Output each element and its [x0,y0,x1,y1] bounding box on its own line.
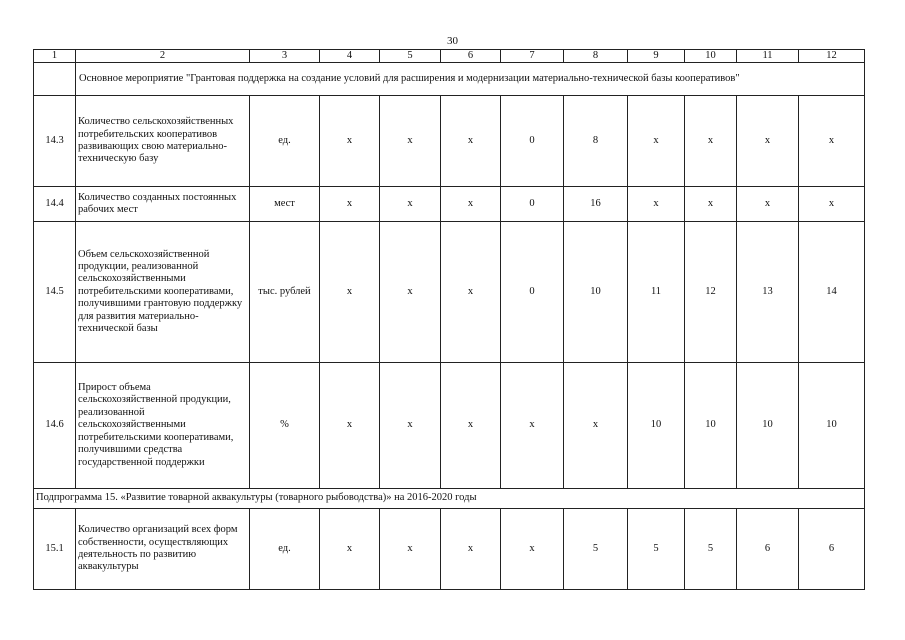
value-cell: x [441,509,501,590]
value-cell: x [380,222,441,363]
value-cell: x [320,222,380,363]
table-row [34,509,865,590]
value-cell: x [441,187,501,222]
unit-cell: % [250,363,320,489]
value-cell: x [799,187,865,222]
indicators-table [33,49,865,590]
value-cell: 10 [564,222,628,363]
value-cell: x [380,187,441,222]
value-cell: x [799,96,865,187]
unit-cell: мест [250,187,320,222]
value-cell: x [441,363,501,489]
value-cell: 12 [685,222,737,363]
value-cell: x [380,363,441,489]
value-cell: 11 [628,222,685,363]
column-number: 12 [799,50,865,63]
column-number: 10 [685,50,737,63]
value-cell: 5 [685,509,737,590]
row-number: 14.6 [34,363,76,489]
table-row [34,187,865,222]
unit-cell: тыс. рублей [250,222,320,363]
value-cell: 13 [737,222,799,363]
value-cell: x [628,96,685,187]
value-cell: 5 [564,509,628,590]
value-cell: x [380,96,441,187]
column-number: 2 [76,50,250,63]
value-cell: x [564,363,628,489]
value-cell: 6 [737,509,799,590]
value-cell: 0 [501,187,564,222]
indicator-name: Прирост объема сельскохозяйственной продукции, реализованной сельскохозяйственными потребительскими кооперативами, получившими средства государственной поддержки [76,363,250,489]
column-number: 5 [380,50,441,63]
column-number: 3 [250,50,320,63]
column-number: 4 [320,50,380,63]
value-cell: 0 [501,96,564,187]
table-row [34,363,865,489]
value-cell: x [441,96,501,187]
value-cell: x [320,363,380,489]
column-number: 8 [564,50,628,63]
row-number: 14.5 [34,222,76,363]
value-cell: x [441,222,501,363]
value-cell: 5 [628,509,685,590]
value-cell: x [501,509,564,590]
indicator-name: Количество созданных постоянных рабочих мест [76,187,250,222]
value-cell: 0 [501,222,564,363]
value-cell: x [501,363,564,489]
value-cell: 10 [685,363,737,489]
subprogram-title: Подпрограмма 15. «Развитие товарной аквакультуры (товарного рыбоводства)» на 2016-2020 годы [34,489,865,509]
column-number: 6 [441,50,501,63]
value-cell: x [737,187,799,222]
indicator-name: Количество сельскохозяйственных потребительских кооперативов развивающих свою материально-техническую базу [76,96,250,187]
value-cell: 10 [799,363,865,489]
main-activity-title: Основное мероприятие "Грантовая поддержка на создание условий для расширения и модернизации материально-технической базы кооперативов" [76,63,865,96]
table-body [34,50,865,590]
value-cell: 6 [799,509,865,590]
subprogram-row [34,489,865,509]
page-number: 30 [447,35,458,47]
unit-cell: ед. [250,96,320,187]
column-number-row [34,50,865,63]
indicator-name: Объем сельскохозяйственной продукции, реализованной сельскохозяйственными потребительскими кооперативами, получившими грантовую поддержку для развития материально-технической базы [76,222,250,363]
main-activity-row [34,63,865,96]
empty-cell [34,63,76,96]
value-cell: x [685,96,737,187]
indicator-name: Количество организаций всех форм собственности, осуществляющих деятельность по развитию аквакультуры [76,509,250,590]
column-number: 1 [34,50,76,63]
unit-cell: ед. [250,509,320,590]
value-cell: 14 [799,222,865,363]
table-row [34,222,865,363]
value-cell: x [320,96,380,187]
column-number: 7 [501,50,564,63]
value-cell: x [685,187,737,222]
table-row [34,96,865,187]
row-number: 15.1 [34,509,76,590]
value-cell: x [628,187,685,222]
column-number: 11 [737,50,799,63]
row-number: 14.4 [34,187,76,222]
value-cell: 10 [737,363,799,489]
column-number: 9 [628,50,685,63]
value-cell: x [320,509,380,590]
value-cell: x [737,96,799,187]
value-cell: x [380,509,441,590]
value-cell: 8 [564,96,628,187]
value-cell: 10 [628,363,685,489]
row-number: 14.3 [34,96,76,187]
value-cell: x [320,187,380,222]
value-cell: 16 [564,187,628,222]
